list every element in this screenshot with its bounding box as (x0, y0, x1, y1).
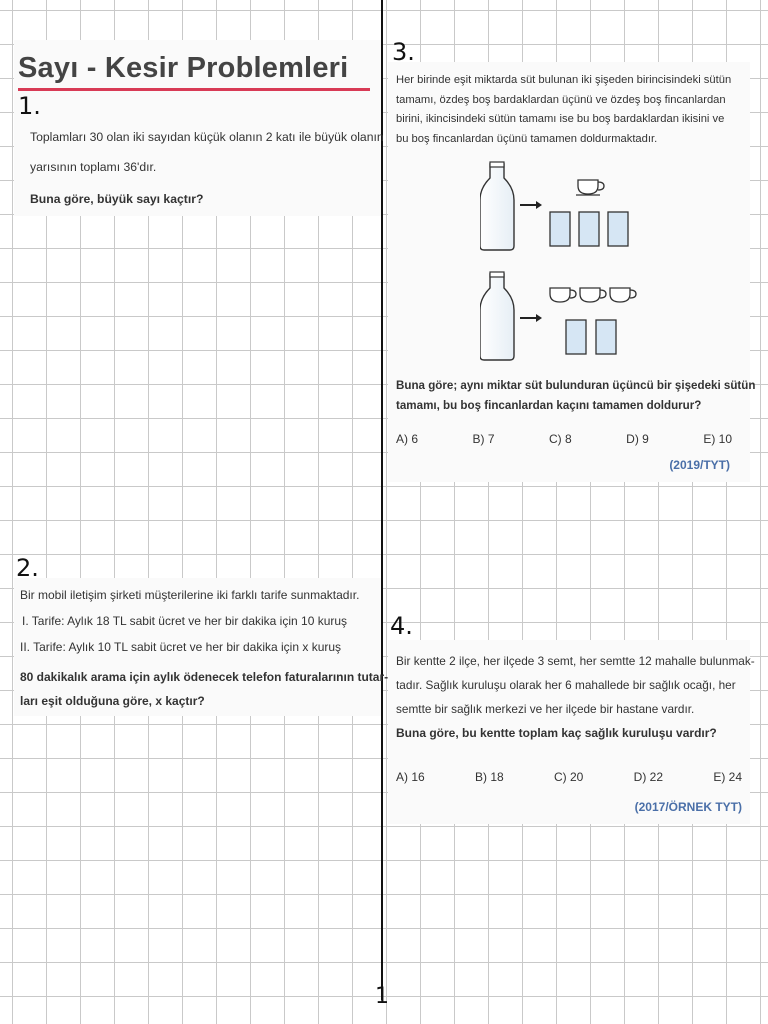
q4-text-line3: semtte bir sağlık merkezi ve her ilçede bir hastane vardır. (396, 702, 695, 716)
q3-source: (2019/TYT) (669, 458, 730, 472)
milk-bottle-icon (480, 272, 514, 360)
q2-question-line1: 80 dakikalık arama için aylık ödenecek telefon faturalarının tutar- (20, 670, 389, 684)
q3-option-a[interactable]: A) 6 (396, 432, 419, 446)
q4-option-b[interactable]: B) 18 (475, 770, 504, 784)
q3-question-line2: tamamı, bu boş fincanlardan kaçını tamamen doldurur? (396, 399, 702, 412)
page-divider (381, 0, 383, 1000)
q3-option-d[interactable]: D) 9 (626, 432, 649, 446)
q4-option-a[interactable]: A) 16 (396, 770, 425, 784)
q1-text-line1: Toplamları 30 olan iki sayıdan küçük olanın 2 katı ile büyük olanın (30, 130, 384, 144)
q2-intro: Bir mobil iletişim şirketi müşterilerine iki farklı tarife sunmaktadır. (20, 588, 360, 602)
page-title: Sayı - Kesir Problemleri (18, 52, 349, 84)
q3-option-e[interactable]: E) 10 (703, 432, 732, 446)
q4-text-line2: tadır. Sağlık kuruluşu olarak her 6 mahallede bir sağlık ocağı, her (396, 678, 736, 692)
q3-option-b[interactable]: B) 7 (472, 432, 495, 446)
q3-number: 3. (392, 38, 415, 66)
q3-options (396, 432, 732, 446)
q2-tarife-2: II. Tarife: Aylık 10 TL sabit ücret ve her bir dakika için x kuruş (20, 640, 342, 654)
q4-options (396, 770, 742, 784)
q1-question: Buna göre, büyük sayı kaçtır? (30, 192, 204, 206)
q4-number: 4. (390, 612, 413, 640)
q3-text-line3: birini, ikincisindeki sütün tamamı ise bu boş bardaklardan ikisini ve (396, 113, 725, 125)
q3-figure-2 (480, 270, 650, 362)
glass-icon (566, 320, 616, 354)
q4-option-d[interactable]: D) 22 (633, 770, 663, 784)
coffee-cup-icon (576, 180, 604, 195)
q3-text-line2: tamamı, özdeş boş bardaklardan üçünü ve özdeş boş fincanlardan (396, 94, 726, 106)
q1-text-line2: yarısının toplamı 36'dır. (30, 160, 157, 174)
title-underline (18, 88, 370, 91)
q3-text-line4: bu boş fincanlardan üçünü tamamen doldurmaktadır. (396, 133, 658, 145)
q4-question: Buna göre, bu kentte toplam kaç sağlık kuruluşu vardır? (396, 726, 717, 740)
q3-figure-1 (480, 160, 650, 252)
q3-question-line1: Buna göre; aynı miktar süt bulunduran üçüncü bir şişedeki sütün (396, 379, 756, 392)
q2-tarife-1: I. Tarife: Aylık 18 TL sabit ücret ve her bir dakika için 10 kuruş (22, 614, 348, 628)
q4-option-e[interactable]: E) 24 (713, 770, 742, 784)
q3-text-line1: Her birinde eşit miktarda süt bulunan iki şişeden birincisindeki sütün (396, 74, 732, 86)
coffee-cup-icon (550, 288, 636, 302)
q2-question-line2: ları eşit olduğuna göre, x kaçtır? (20, 694, 205, 708)
page-number: 1 (375, 984, 389, 1009)
glass-icon (550, 212, 628, 246)
milk-bottle-icon (480, 162, 514, 250)
q2-number: 2. (16, 554, 39, 582)
q4-text-line1: Bir kentte 2 ilçe, her ilçede 3 semt, her semtte 12 mahalle bulunmak- (396, 654, 755, 668)
q1-number: 1. (18, 92, 41, 120)
q3-option-c[interactable]: C) 8 (549, 432, 572, 446)
q4-source: (2017/ÖRNEK TYT) (634, 800, 742, 814)
arrow-icon (520, 201, 542, 209)
arrow-icon (520, 314, 542, 322)
q4-option-c[interactable]: C) 20 (554, 770, 584, 784)
